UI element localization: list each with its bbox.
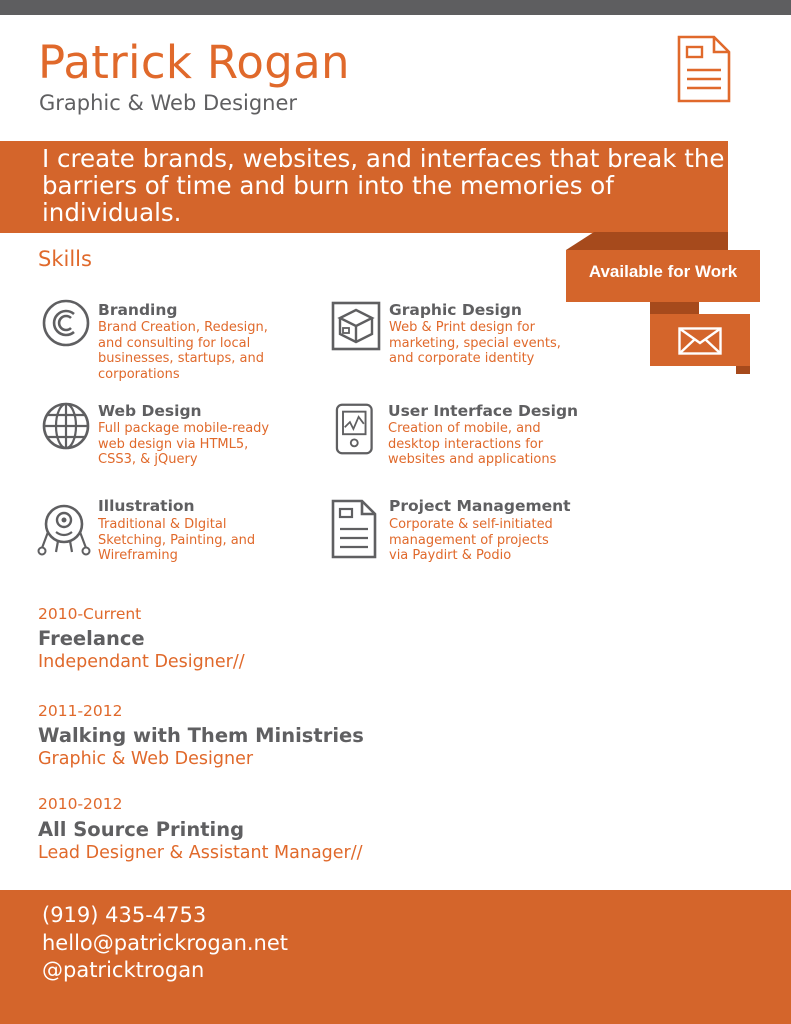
job-organization: All Source Printing: [38, 818, 245, 841]
skill-description: Web & Print design for marketing, special events, and corporate identity: [389, 320, 561, 367]
document-icon: [676, 34, 732, 104]
skill-description: Full package mobile-ready web design via HTML5, CSS3, & jQuery: [98, 421, 270, 468]
top-bar: [0, 0, 791, 15]
document-icon: [330, 498, 378, 560]
skill-title: Project Management: [389, 497, 571, 515]
resume-name: Patrick Rogan: [38, 36, 350, 89]
job-role: Lead Designer & Assistant Manager//: [38, 843, 363, 863]
mobile-device-icon: [330, 403, 382, 455]
availability-ribbon: [566, 232, 791, 377]
skill-description: Creation of mobile, and desktop interactions for websites and applications: [388, 421, 557, 468]
tagline-text: I create brands, websites, and interfaces that break the barriers of time and burn into the memories of individuals.: [42, 144, 725, 227]
job-organization: Freelance: [38, 627, 145, 650]
monster-icon: [36, 502, 92, 558]
contact-handle[interactable]: @patricktrogan: [42, 958, 205, 982]
globe-icon: [40, 400, 92, 452]
skill-title: Illustration: [98, 497, 195, 515]
skill-title: Branding: [98, 301, 178, 319]
envelope-icon[interactable]: [678, 327, 722, 355]
skill-description: Traditional & DIgital Sketching, Painting, and Wireframing: [98, 517, 256, 564]
contact-phone[interactable]: (919) 435-4753: [42, 903, 207, 927]
box-icon: [330, 300, 382, 352]
job-dates: 2010-2012: [38, 795, 123, 813]
contact-email[interactable]: hello@patrickrogan.net: [42, 931, 289, 955]
job-role: Independant Designer//: [38, 652, 245, 672]
skill-description: Brand Creation, Redesign, and consulting for local businesses, startups, and corporations: [98, 320, 268, 383]
job-organization: Walking with Them Ministries: [38, 724, 364, 747]
skills-heading: Skills: [38, 247, 92, 271]
resume-title: Graphic & Web Designer: [39, 91, 298, 115]
job-role: Graphic & Web Designer: [38, 749, 254, 769]
skill-title: Graphic Design: [389, 301, 522, 319]
skill-description: Corporate & self-initiated management of projects via Paydirt & Podio: [389, 517, 553, 564]
job-dates: 2011-2012: [38, 702, 123, 720]
available-for-work-label: Available for Work: [588, 262, 738, 281]
copyright-icon: [40, 297, 92, 349]
skill-title: Web Design: [98, 402, 202, 420]
skill-title: User Interface Design: [388, 402, 579, 420]
job-dates: 2010-Current: [38, 605, 142, 623]
